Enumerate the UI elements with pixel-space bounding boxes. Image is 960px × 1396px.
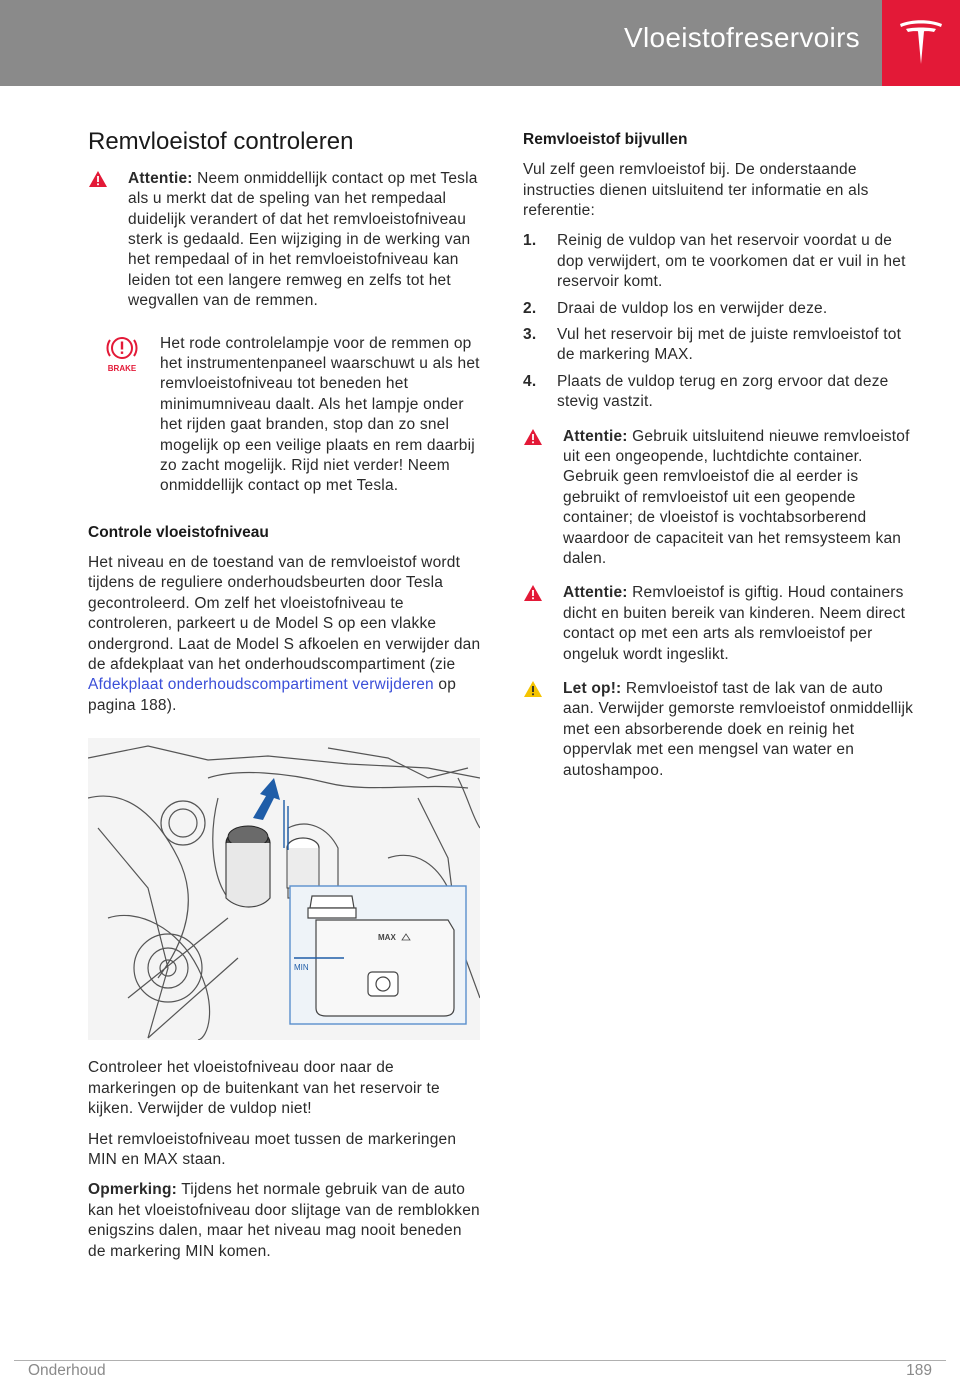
step-item [523,299,918,319]
section-heading: Remvloeistof controleren [88,128,354,155]
warning-label: Attentie: [563,427,628,445]
step-number: 3. [523,325,537,343]
warning-triangle-icon [523,584,543,602]
step-item [523,372,918,413]
step-number: 1. [523,232,537,250]
step-text: Vul het reservoir bij met de juiste remvloeistof tot de markering MAX. [557,325,902,364]
paragraph [88,553,483,716]
min-marker-label: MIN [294,963,309,973]
right-column [523,130,918,795]
step-text: Reinig de vuldop van het reservoir voordat u de dop verwijdert, om te voorkomen dat er vuil in het reservoir komt. [557,232,906,291]
left-column [88,128,483,1272]
footer-divider [14,1360,946,1361]
warning-box [88,169,483,312]
paragraph: Controleer het vloeistofniveau door naar de markeringen op de buitenkant van het reservoir te kijken. Verwijder de vuldop niet! [88,1059,440,1118]
note-label: Opmerking: [88,1181,177,1199]
caution-label: Let op!: [563,680,622,698]
caution-triangle-icon [523,680,543,698]
subsection-heading: Remvloeistof bijvullen [523,131,688,148]
paragraph: Vul zelf geen remvloeistof bij. De onderstaande instructies dienen uitsluitend ter informatie en als referentie: [523,161,869,219]
warning-triangle-icon [523,428,543,446]
brake-reservoir-illustration [88,738,480,1040]
warning-box [523,583,918,665]
paragraph-text: op pagina 188). [88,676,457,714]
page-header [0,0,960,86]
footer-section: Onderhoud [28,1362,106,1379]
warning-triangle-icon [88,170,108,188]
step-item [523,231,918,292]
caution-box [523,679,918,781]
warning-label: Attentie: [563,584,628,602]
step-number: 2. [523,299,537,317]
cross-reference-link[interactable]: Afdekplaat onderhoudscompartiment verwijderen [88,676,434,694]
page-number: 189 [906,1362,932,1379]
warning-label: Attentie: [128,169,193,187]
step-text: Draai de vuldop los en verwijder deze. [557,299,828,317]
step-item [523,325,918,366]
tesla-logo [882,0,960,86]
caution-text: Remvloeistof tast de lak van de auto aan. Verwijder gemorste remvloeistof onmiddellijk met een absorberende doek en reinig het oppervlak met een mengsel van water en autoshampoo. [563,680,914,779]
warning-box [523,427,918,570]
paragraph: Het remvloeistofniveau moet tussen de markeringen MIN en MAX staan. [88,1130,457,1168]
step-text: Plaats de vuldop terug en zorg ervoor dat deze stevig vastzit. [557,372,889,411]
note-paragraph [88,1180,483,1262]
note-text: Tijdens het normale gebruik van de auto kan het vloeistofniveau door slijtage van de remblokken enigszins dalen, maar het niveau mag nooit beneden de markering MIN komen. [88,1181,480,1260]
tesla-logo-icon [898,18,944,68]
warning-text: Remvloeistof is giftig. Houd containers dicht en buiten bereik van kinderen. Neem direct contact op met een arts als remvloeistof per ongeluk wordt ingeslikt. [563,584,906,663]
engine-bay-drawing [88,738,480,1040]
page-title: Vloeistofreservoirs [623,22,860,53]
brake-icon-label: BRAKE [107,363,137,373]
step-list [523,231,918,412]
paragraph-text: Het niveau en de toestand van de remvloeistof wordt tijdens de reguliere onderhoudsbeurten door Tesla gecontroleerd. Om zelf het vloeistofniveau te controleren, parkeert u de Model S op een vlakke ondergrond. Laat de Model S afkoelen en verwijder dan de afdekplaat van het onderhoudscompartiment (zie [88,554,481,674]
step-number: 4. [523,372,537,390]
brake-text: Het rode controlelampje voor de remmen op het instrumentenpaneel waarschuwt u als het remvloeistofniveau tot beneden het minimumniveau daalt. Als het lampje onder het rijden gaat branden, stop dan zo snel mogelijk op een veilige plaats en rem daarbij zo zacht mogelijk. Rijd niet verder! Neem onmiddellijk contact op met Tesla. [160,334,480,495]
max-marker-label: MAX [378,933,396,943]
brake-indicator-note [88,334,483,497]
warning-text: Neem onmiddellijk contact op met Tesla als u merkt dat de speling van het rempedaal duidelijk verandert of dat het remvloeistofniveau sterk is gedaald. Een wijziging in de werking van het rempedaal of in het remvloeistofniveau kan leiden tot een langere remweg en zelfs tot het wegvallen van de remmen. [128,169,478,310]
brake-warning-icon [102,334,142,374]
subsection-heading: Controle vloeistofniveau [88,523,269,541]
warning-text: Gebruik uitsluitend nieuwe remvloeistof uit een ongeopende, luchtdichte container. Gebruik geen remvloeistof die al eerder is gebruikt of remvloeistof uit een geopende container; de vloeistof is vochtabsorberend waardoor de capaciteit van het remsysteem kan dalen. [563,427,910,568]
